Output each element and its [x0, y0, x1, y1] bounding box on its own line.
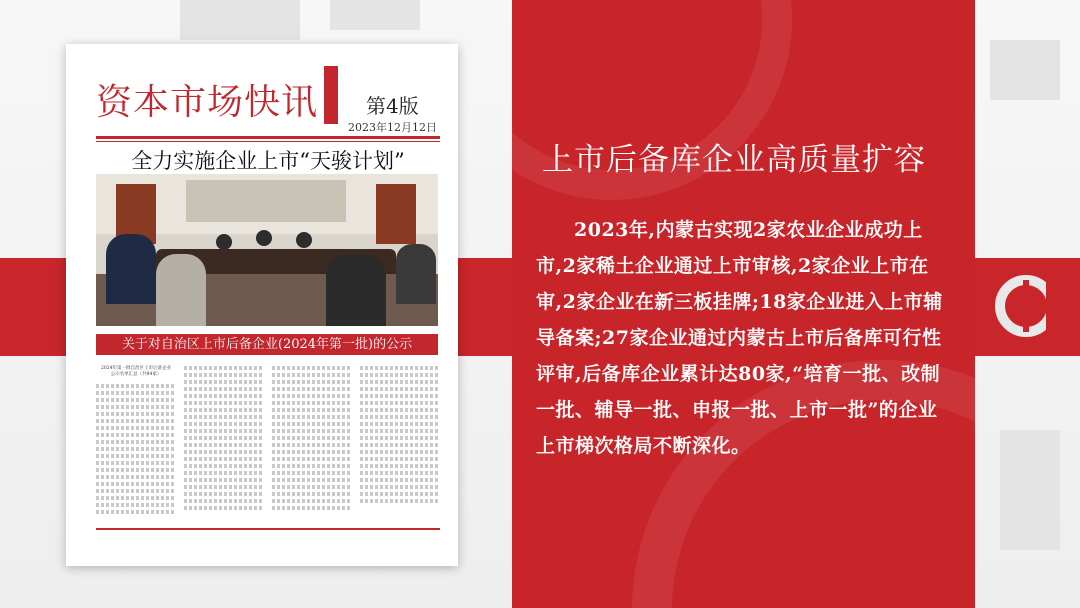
masthead-title: 资本市场快讯 — [96, 82, 319, 123]
meeting-photo — [96, 174, 438, 326]
publication-date: 2023年12月12日 — [348, 121, 437, 134]
background-decoration — [990, 40, 1060, 100]
notice-caption: 关于对自治区上市后备企业(2024年第一批)的公示 — [96, 334, 438, 355]
background-decoration — [330, 0, 420, 30]
notice-table-title: 2024年第一批自治区上市后备企业 公示名单汇总（共84家） — [101, 366, 171, 377]
page-bottom-rule — [96, 528, 440, 530]
circle-logo-decoration — [986, 260, 1046, 352]
masthead-rule — [96, 136, 440, 139]
notice-table — [96, 364, 440, 524]
masthead-rule-thin — [96, 141, 440, 142]
edition-label: 第4版 — [366, 94, 419, 118]
article-body-text: 2023年,内蒙古实现2家农业企业成功上市,2家稀土企业通过上市审核,2家企业上市在审,2家企业在新三板挂牌;18家企业进入上市辅导备案;27家企业通过内蒙古上市后备库可行性评审,后备库企业累计达80家,“培育一批、改制一批、辅导一批、申报一批、上市一批”的企业上市梯次格局不断深化。 — [536, 219, 943, 457]
newspaper-page — [66, 44, 458, 566]
background-decoration — [180, 0, 300, 40]
masthead-bar — [324, 66, 338, 124]
article-body — [536, 212, 956, 464]
article-title: 上市后备库企业高质量扩容 — [542, 142, 926, 178]
article-panel — [512, 0, 975, 608]
background-decoration — [1000, 430, 1060, 550]
page-headline: 全力实施企业上市“天骏计划” — [131, 149, 405, 173]
